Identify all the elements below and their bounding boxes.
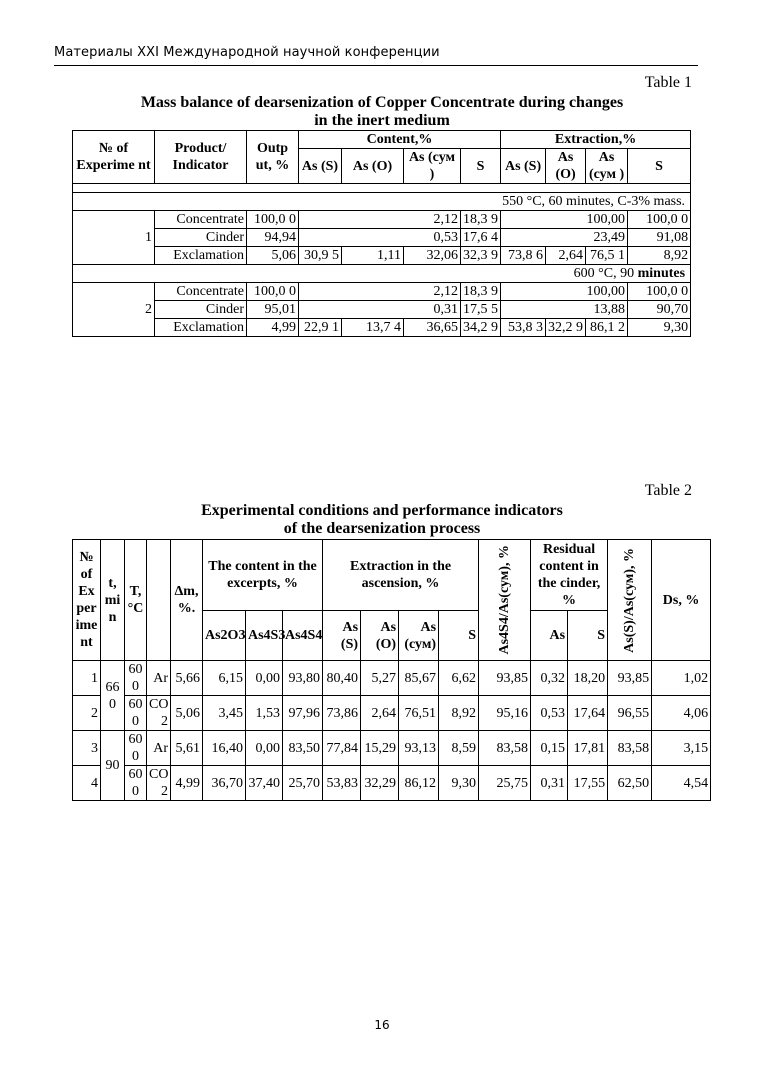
extraction-as-o: 32,2 9 xyxy=(546,319,586,337)
header-gas xyxy=(147,540,171,661)
content-s: 17,6 4 xyxy=(461,229,501,247)
ds-value: 3,15 xyxy=(652,731,711,766)
table1-label: Table 1 xyxy=(644,74,692,91)
running-head: Материалы XXI Международной научной конференции xyxy=(54,45,440,60)
ds-value: 1,02 xyxy=(652,661,711,696)
content-s: 18,3 9 xyxy=(461,283,501,301)
header-ds: Ds, % xyxy=(652,540,711,661)
as4s4-value: 83,50 xyxy=(283,731,323,766)
ext-as-o-value: 5,27 xyxy=(361,661,399,696)
header-as4s3: As4S3 xyxy=(246,611,283,661)
table-row xyxy=(73,661,711,696)
table1-title-line1: Mass balance of dearsenization of Copper Concentrate during changes xyxy=(140,94,624,111)
header-content-as-o: As (O) xyxy=(342,149,404,184)
mass-loss-value: 4,99 xyxy=(171,766,203,801)
ext-as-s-value: 53,83 xyxy=(323,766,361,801)
output-value: 100,0 0 xyxy=(247,283,299,301)
extraction-s: 91,08 xyxy=(628,229,691,247)
extraction-as-sum: 86,1 2 xyxy=(586,319,628,337)
ext-as-sum-value: 86,12 xyxy=(399,766,439,801)
header-rule xyxy=(54,65,698,66)
time-value: 90 xyxy=(101,731,125,801)
extraction-as-sum: 100,00 xyxy=(501,283,628,301)
res-as-value: 0,15 xyxy=(531,731,568,766)
ratio-as-s-value: 96,55 xyxy=(608,696,652,731)
section-condition-600 xyxy=(73,265,691,283)
ratio-as4s4-value: 93,85 xyxy=(479,661,531,696)
header-as4s4: As4S4 xyxy=(283,611,323,661)
header-residual-group: Residual content in the cinder, % xyxy=(531,540,608,611)
ext-as-o-value: 2,64 xyxy=(361,696,399,731)
output-value: 100,0 0 xyxy=(247,211,299,229)
extraction-s: 8,92 xyxy=(628,247,691,265)
header-time: t, mi n xyxy=(101,540,125,661)
ext-as-sum-value: 85,67 xyxy=(399,661,439,696)
header-extraction-as-s: As (S) xyxy=(501,149,546,184)
header-output: Outp ut, % xyxy=(247,131,299,184)
content-as-s: 30,9 5 xyxy=(299,247,342,265)
as4s3-value: 1,53 xyxy=(246,696,283,731)
header-extraction-as-sum: As (сум ) xyxy=(586,149,628,184)
header-ext-as-o: As (O) xyxy=(361,611,399,661)
ext-as-sum-value: 76,51 xyxy=(399,696,439,731)
header-experiment-no: № of Ex per ime nt xyxy=(73,540,101,661)
extraction-as-sum: 13,88 xyxy=(501,301,628,319)
table1-title-line2: in the inert medium xyxy=(314,112,450,129)
ext-as-o-value: 32,29 xyxy=(361,766,399,801)
extraction-as-o: 2,64 xyxy=(546,247,586,265)
header-experiment-no: № of Experime nt xyxy=(73,131,155,184)
condition-text: 600 °C, 90 xyxy=(573,266,635,281)
table2-title-line1: Experimental conditions and performance indicators xyxy=(201,502,563,519)
extraction-s: 100,0 0 xyxy=(628,283,691,301)
output-value: 94,94 xyxy=(247,229,299,247)
temperature-value: 60 0 xyxy=(125,766,147,801)
table-row xyxy=(73,696,711,731)
header-ext-as-sum: As (сум) xyxy=(399,611,439,661)
table1-title xyxy=(72,94,692,130)
as4s3-value: 0,00 xyxy=(246,731,283,766)
product-name: Concentrate xyxy=(155,283,247,301)
ratio-as4s4-value: 83,58 xyxy=(479,731,531,766)
res-s-value: 18,20 xyxy=(568,661,608,696)
extraction-as-s: 53,8 3 xyxy=(501,319,546,337)
as2o3-value: 16,40 xyxy=(203,731,246,766)
extraction-as-sum: 100,00 xyxy=(501,211,628,229)
header-content: Content,% xyxy=(299,131,501,149)
content-s: 18,3 9 xyxy=(461,211,501,229)
header-res-s: S xyxy=(568,611,608,661)
mass-loss-value: 5,06 xyxy=(171,696,203,731)
temperature-value: 60 0 xyxy=(125,696,147,731)
header-ext-s: S xyxy=(439,611,479,661)
ext-s-value: 9,30 xyxy=(439,766,479,801)
condition-bold-text: minutes xyxy=(637,266,686,281)
ext-as-o-value: 15,29 xyxy=(361,731,399,766)
res-as-value: 0,53 xyxy=(531,696,568,731)
as2o3-value: 3,45 xyxy=(203,696,246,731)
res-as-value: 0,31 xyxy=(531,766,568,801)
header-product: Product/ Indicator xyxy=(155,131,247,184)
ext-as-s-value: 73,86 xyxy=(323,696,361,731)
header-extraction: Extraction,% xyxy=(501,131,691,149)
ext-as-s-value: 80,40 xyxy=(323,661,361,696)
gas-value: Ar xyxy=(147,731,171,766)
ds-value: 4,06 xyxy=(652,696,711,731)
header-ratio-as4s4 xyxy=(479,540,531,661)
product-name: Concentrate xyxy=(155,211,247,229)
ext-as-sum-value: 93,13 xyxy=(399,731,439,766)
output-value: 95,01 xyxy=(247,301,299,319)
output-value: 5,06 xyxy=(247,247,299,265)
header-as2o3: As2O3 xyxy=(203,611,246,661)
content-s: 17,5 5 xyxy=(461,301,501,319)
content-as-sum: 36,65 xyxy=(404,319,461,337)
content-s: 34,2 9 xyxy=(461,319,501,337)
header-content-as-sum: As (сум ) xyxy=(404,149,461,184)
product-name: Cinder xyxy=(155,229,247,247)
conditions-table xyxy=(72,539,711,801)
header-temperature: T, °C xyxy=(125,540,147,661)
product-name: Cinder xyxy=(155,301,247,319)
output-value: 4,99 xyxy=(247,319,299,337)
content-as-s: 22,9 1 xyxy=(299,319,342,337)
res-as-value: 0,32 xyxy=(531,661,568,696)
temperature-value: 60 0 xyxy=(125,731,147,766)
content-as-sum: 0,31 xyxy=(299,301,461,319)
content-as-sum: 32,06 xyxy=(404,247,461,265)
gas-value: Ar xyxy=(147,661,171,696)
table2-title xyxy=(72,502,692,538)
experiment-no: 2 xyxy=(73,696,101,731)
content-as-o: 1,11 xyxy=(342,247,404,265)
ext-s-value: 6,62 xyxy=(439,661,479,696)
extraction-s: 9,30 xyxy=(628,319,691,337)
product-name: Exclamation xyxy=(155,247,247,265)
res-s-value: 17,81 xyxy=(568,731,608,766)
header-extraction-as-o: As (O) xyxy=(546,149,586,184)
ratio-as4s4-value: 95,16 xyxy=(479,696,531,731)
ratio-as-s-value: 62,50 xyxy=(608,766,652,801)
as2o3-value: 6,15 xyxy=(203,661,246,696)
header-content-s: S xyxy=(461,149,501,184)
header-ratio-as-s xyxy=(608,540,652,661)
extraction-s: 90,70 xyxy=(628,301,691,319)
content-as-sum: 2,12 xyxy=(299,283,461,301)
experiment-no: 1 xyxy=(73,661,101,696)
header-content-as-s: As (S) xyxy=(299,149,342,184)
gas-value: CO 2 xyxy=(147,696,171,731)
spacer-row xyxy=(73,184,691,193)
extraction-s: 100,0 0 xyxy=(628,211,691,229)
as4s4-value: 25,70 xyxy=(283,766,323,801)
experiment-number: 2 xyxy=(73,283,155,337)
extraction-as-sum: 23,49 xyxy=(501,229,628,247)
ext-s-value: 8,59 xyxy=(439,731,479,766)
mass-loss-value: 5,61 xyxy=(171,731,203,766)
gas-value: CO 2 xyxy=(147,766,171,801)
ratio-as-s-value: 93,85 xyxy=(608,661,652,696)
as2o3-value: 36,70 xyxy=(203,766,246,801)
ratio-as-s-label: As(S)/As(сум), % xyxy=(622,547,638,653)
ratio-as-s-value: 83,58 xyxy=(608,731,652,766)
product-name: Exclamation xyxy=(155,319,247,337)
as4s4-value: 97,96 xyxy=(283,696,323,731)
temperature-value: 60 0 xyxy=(125,661,147,696)
header-mass-loss: Δm, %. xyxy=(171,540,203,661)
content-s: 32,3 9 xyxy=(461,247,501,265)
section-condition-550: 550 °C, 60 minutes, C-3% mass. xyxy=(73,193,691,211)
ratio-as4s4-value: 25,75 xyxy=(479,766,531,801)
header-ext-as-s: As (S) xyxy=(323,611,361,661)
header-extraction-group: Extraction in the ascension, % xyxy=(323,540,479,611)
content-as-o: 13,7 4 xyxy=(342,319,404,337)
header-extraction-s: S xyxy=(628,149,691,184)
as4s4-value: 93,80 xyxy=(283,661,323,696)
experiment-no: 4 xyxy=(73,766,101,801)
header-res-as: As xyxy=(531,611,568,661)
table-row xyxy=(73,766,711,801)
content-as-sum: 2,12 xyxy=(299,211,461,229)
as4s3-value: 0,00 xyxy=(246,661,283,696)
page-number: 16 xyxy=(374,1018,390,1032)
experiment-no: 3 xyxy=(73,731,101,766)
res-s-value: 17,55 xyxy=(568,766,608,801)
as4s3-value: 37,40 xyxy=(246,766,283,801)
table2-title-line2: of the dearsenization process xyxy=(283,520,481,537)
mass-balance-table xyxy=(72,130,691,337)
extraction-as-sum: 76,5 1 xyxy=(586,247,628,265)
table2-label: Table 2 xyxy=(644,482,692,499)
ds-value: 4,54 xyxy=(652,766,711,801)
header-content-group: The content in the excerpts, % xyxy=(203,540,323,611)
experiment-number: 1 xyxy=(73,211,155,265)
time-value: 66 0 xyxy=(101,661,125,731)
content-as-sum: 0,53 xyxy=(299,229,461,247)
table-row xyxy=(73,731,711,766)
extraction-as-s: 73,8 6 xyxy=(501,247,546,265)
ext-as-s-value: 77,84 xyxy=(323,731,361,766)
res-s-value: 17,64 xyxy=(568,696,608,731)
ratio-as4s4-label: As4S4/As(сум), % xyxy=(497,545,513,655)
ext-s-value: 8,92 xyxy=(439,696,479,731)
mass-loss-value: 5,66 xyxy=(171,661,203,696)
